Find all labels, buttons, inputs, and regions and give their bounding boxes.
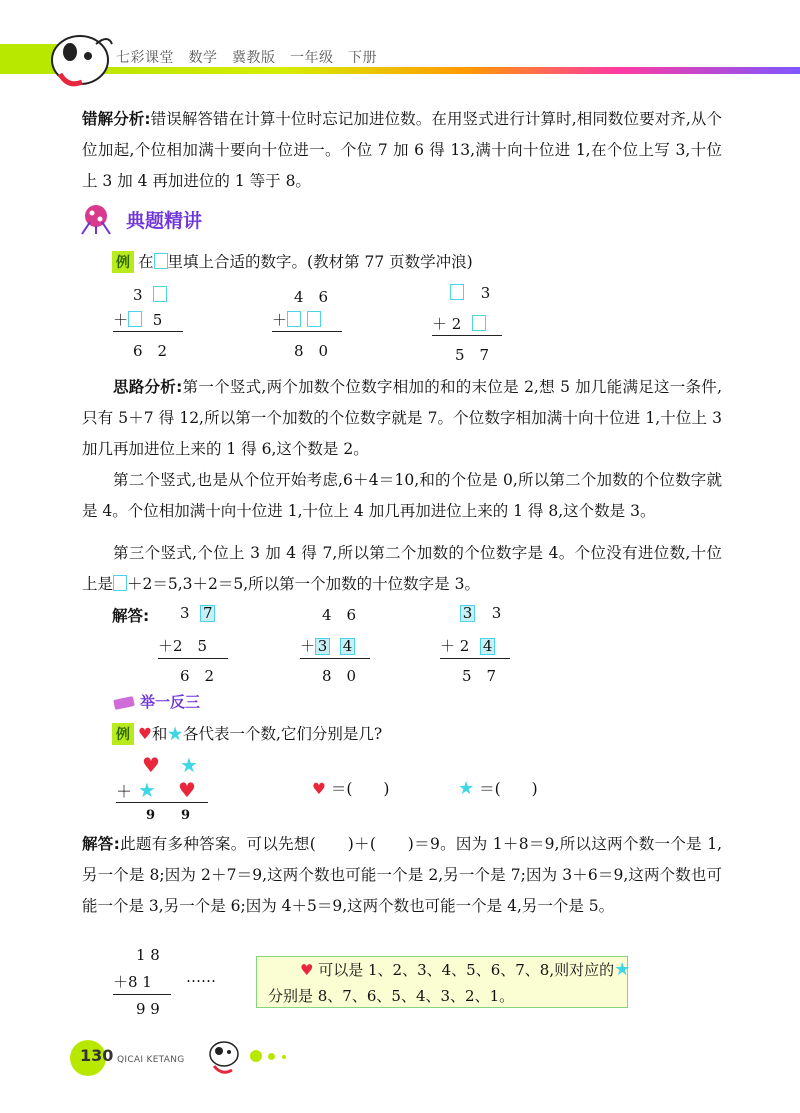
a1-plus: ＋ [158,637,174,655]
a3-plus-two: ＋ 2 [440,637,470,655]
a3-filled-box: 4 [480,638,495,655]
p3-rule [432,335,502,336]
example-badge: 例 [112,251,134,273]
header-title: 七彩课堂 数学 冀教版 一年级 下册 [116,50,377,66]
note-line-1 [300,959,630,980]
note-line-1-text: 可以是 1、2、3、4、5、6、7、8,则对应的 [318,961,615,979]
reasoning-para-3 [82,538,722,600]
footer-dot [250,1050,262,1062]
prompt-pre: 在 [138,253,154,271]
a2-rule [300,658,370,659]
ex-bottom: ＋8 1 [113,973,152,991]
footer-dot [268,1053,275,1060]
symbol-plus: ＋ [116,782,133,801]
error-analysis [82,104,722,197]
footer-dot [282,1055,286,1059]
reasoning-text-1: 第一个竖式,两个加数个位数字相加的和的末位是 2,想 5 加几能满足这一条件,只有 5＋7 得 12,所以第一个加数的个位数字就是 7。个位数字相加满十向十位进 1,十位上 3 加几再加进位上来的 1 得 6,这个数是 2。 [82,378,722,458]
section-title-typical: 典题精讲 [126,210,203,232]
a3-filled-box: 3 [460,605,475,622]
a1-rule [158,658,228,659]
p3-result: 5 7 [455,346,490,364]
footer-brand: QICAI KETANG [117,1055,185,1065]
ex-ellipsis: …… [186,968,216,986]
p2-plus: ＋ [272,311,288,329]
heart-eq-blank: ＝( ) [330,780,390,798]
section-ladybug-icon [76,200,120,236]
p1-rule [113,331,183,332]
p2-result: 8 0 [294,342,329,360]
answer-label-1: 解答: [112,607,150,625]
heart-icon: ♥ [300,961,314,979]
p3-box[interactable] [472,315,486,331]
p3-box[interactable] [450,284,464,300]
a1-top: 3 [180,604,190,622]
footer-mascot-icon [200,1036,246,1078]
reasoning-text-3a: 第三个竖式,个位上 3 加 4 得 7,所以第二个加数的个位数字是 4。个位没有进位数,十位上是 [82,544,722,593]
star-icon: ★ [458,778,475,799]
note-line-2: 分别是 8、7、6、5、4、3、2、1。 [268,987,515,1005]
prompt-post-2: 各代表一个数,它们分别是几? [182,725,383,743]
reasoning-para-2: 第二个竖式,也是从个位开始考虑,6＋4＝10,和的个位是 0,所以第二个加数的个位数字就是 4。个位相加满十向十位进 1,十位上 4 加几再加进位上来的 1 得 8,这个数是 3。 [82,471,722,520]
star-icon: ★ [138,778,156,802]
reasoning-text-3b: ＋2＝5,3＋2＝5,所以第一个加数的十位数字是 3。 [127,575,480,593]
example-prompt [112,250,473,273]
error-analysis-text: 错误解答错在计算十位时忘记加进位数。在用竖式进行计算时,相同数位要对齐,从个位加起,个位相加满十要向十位进一。个位 7 加 6 得 13,满十向十位进 1,在个位上写 3,十位上 3 加 4 再加进位的 1 等于 8。 [82,110,722,190]
star-icon: ★ [167,725,183,743]
ex-result: 9 9 [136,1000,160,1018]
a2-plus: ＋ [300,637,316,655]
page-number: 130 [80,1046,114,1065]
heart-icon: ♥ [177,778,196,802]
star-eq-blank: ＝( ) [479,780,538,798]
p1-box[interactable] [128,311,142,327]
answer-2-body: 此题有多种答案。可以先想( )＋( )＝9。因为 1＋8＝9,所以这两个数一个是 1,另一个是 8;因为 2＋7＝9,这两个数也可能一个是 2,另一个是 7;因为 3＋6＝9,这两个数也可能一个是 3,另一个是 6;因为 4＋5＝9,这两个数也可能一个是 4,另一个是 5。 [82,835,722,915]
heart-icon: ♥ [312,780,326,798]
reasoning-para-1 [82,372,722,465]
header-color-stripe [60,67,800,74]
reasoning-label: 思路分析: [113,378,183,396]
answer-label-2: 解答: [82,835,120,853]
heart-equation[interactable] [312,777,389,799]
p2-box[interactable] [307,311,321,327]
example-2-prompt [112,722,382,745]
a2-filled-box: 4 [340,638,355,655]
answer-2-text [82,829,722,922]
section-title-practice: 举一反三 [140,693,201,711]
a1-bottom: 2 5 [173,637,208,655]
p2-top: 4 6 [294,288,329,306]
ex-rule [113,994,171,995]
p3-plus-two: ＋ 2 [432,315,462,333]
symbol-result-right: 9 [181,808,191,823]
p1-result: 6 2 [133,342,168,360]
blank-box [154,253,168,269]
p1-box[interactable] [153,286,167,302]
p2-rule [272,331,342,332]
a3-result: 5 7 [462,667,497,685]
symbol-rule [116,802,208,803]
prompt-mid: 和 [151,725,168,743]
a3-rule [440,658,510,659]
star-equation[interactable] [458,777,538,799]
symbol-result-left: 9 [146,808,156,823]
prompt-post: 里填上合适的数字。(教材第 77 页数学冲浪) [167,253,473,271]
example-badge-2: 例 [112,723,134,745]
heart-icon: ♥ [138,725,152,743]
heart-icon: ♥ [142,753,160,777]
blank-box [113,575,127,591]
a2-filled-box: 3 [315,638,330,655]
a2-top: 4 6 [322,606,357,624]
a3-top: 3 [491,604,502,622]
error-analysis-label: 错解分析: [82,110,151,128]
a1-filled-box: 7 [200,605,215,622]
a2-result: 8 0 [322,667,357,685]
p2-box[interactable] [287,311,301,327]
p1-top-digit: 3 [133,286,143,304]
p1-bottom-digit: 5 [152,311,163,329]
a1-result: 6 2 [180,667,215,685]
star-icon: ★ [614,959,631,980]
p3-top-digit: 3 [480,284,491,302]
mascot-icon [38,30,118,92]
p1-plus: ＋ [113,311,129,329]
section-eraser-icon [112,692,138,712]
ex-top: 1 8 [136,946,160,964]
star-icon: ★ [179,753,198,777]
